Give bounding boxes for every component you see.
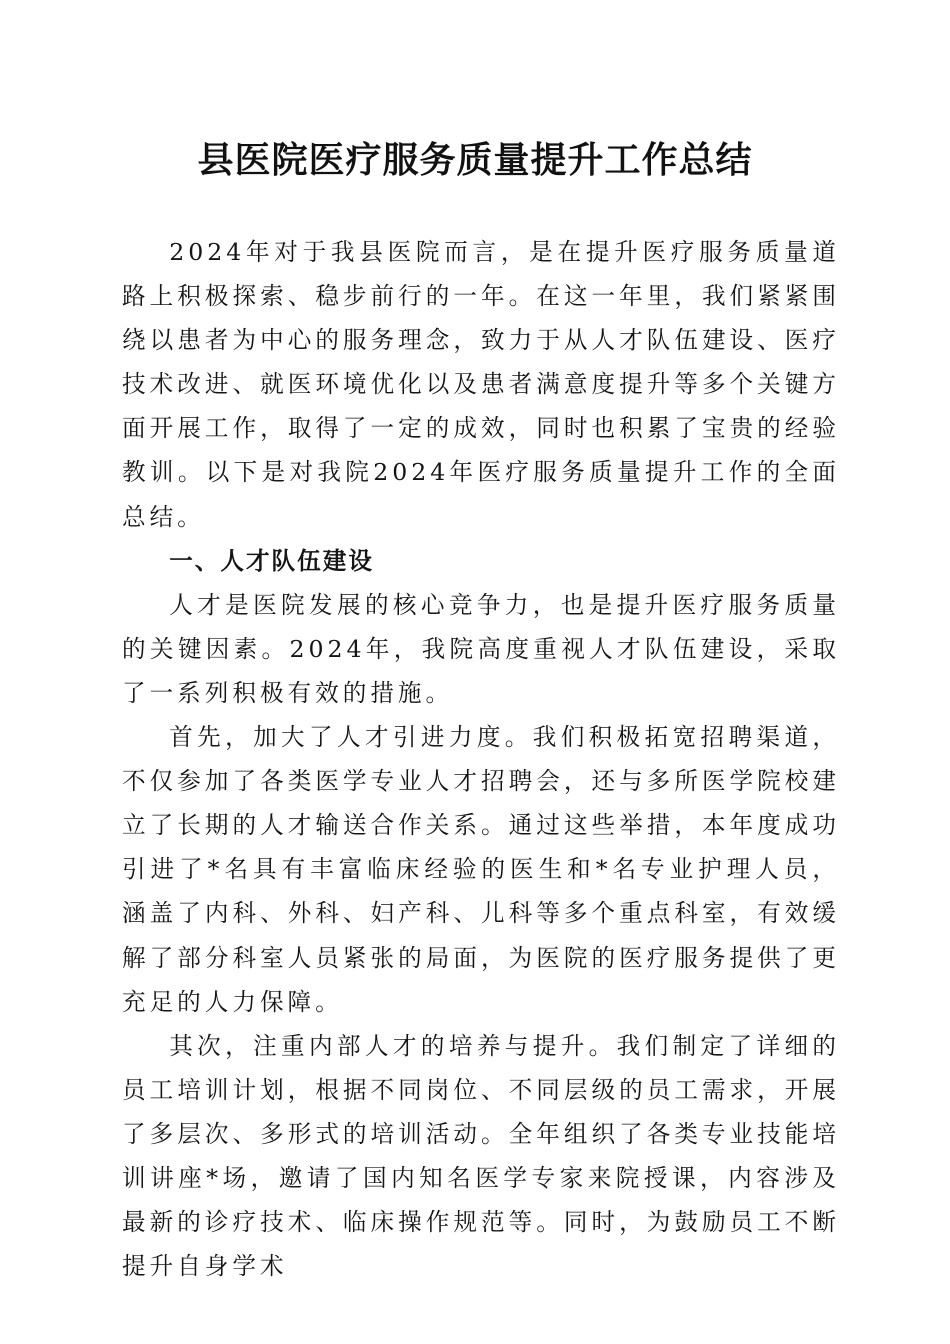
- talent-paragraph-1: 人才是医院发展的核心竞争力，也是提升医疗服务质量的关键因素。2024年，我院高度重视人才队伍建设，采取了一系列积极有效的措施。: [122, 590, 840, 707]
- talent-paragraph-3: 其次，注重内部人才的培养与提升。我们制定了详细的员工培训计划，根据不同岗位、不同层级的员工需求，开展了多层次、多形式的培训活动。全年组织了各类专业技能培训讲座*场，邀请了国内知名医学专家来院授课，内容涉及最新的诊疗技术、临床操作规范等。同时，为鼓励员工不断提升自身学术: [122, 1031, 840, 1281]
- section-heading-talent: 一、人才队伍建设: [169, 546, 374, 575]
- intro-paragraph: 2024年对于我县医院而言，是在提升医疗服务质量道路上积极探索、稳步前行的一年。在这一年里，我们紧紧围绕以患者为中心的服务理念，致力于从人才队伍建设、医疗技术改进、就医环境优化以及患者满意度提升等多个关键方面开展工作，取得了一定的成效，同时也积累了宝贵的经验教训。以下是对我院2024年医疗服务质量提升工作的全面总结。: [122, 238, 840, 531]
- document-title: 县医院医疗服务质量提升工作总结: [197, 139, 753, 181]
- document-body: [122, 230, 840, 1288]
- talent-paragraph-2: 首先，加大了人才引进力度。我们积极拓宽招聘渠道，不仅参加了各类医学专业人才招聘会，还与多所医学院校建立了长期的人才输送合作关系。通过这些举措，本年度成功引进了*名具有丰富临床经验的医生和*名专业护理人员，涵盖了内科、外科、妇产科、儿科等多个重点科室，有效缓解了部分科室人员紧张的局面，为医院的医疗服务提供了更充足的人力保障。: [122, 723, 840, 1016]
